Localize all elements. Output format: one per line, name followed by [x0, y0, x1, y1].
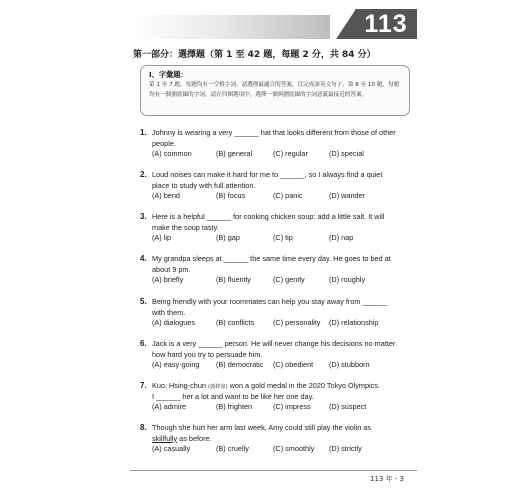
option-b: (B) cruelly: [216, 444, 249, 453]
option-c: (C) impress: [273, 402, 311, 411]
option-a: (A) lip: [152, 233, 172, 242]
option-c: (C) regular: [273, 149, 308, 158]
option-b: (B) fluently: [216, 275, 251, 284]
option-a: (A) admire: [152, 402, 187, 411]
vocab-instructions: 第 1 至 7 題，每題均有一空格字詞。請選擇最適合的答案，以完成該英文句子。第 8 至 10 題，每題均有一個劃底線的字詞。請在四個選項中，選擇一個與劃底線的字詞意義最接近的答案。: [149, 82, 400, 98]
option-d: (D) suspect: [329, 402, 367, 411]
banner-gradient-bar: [130, 15, 330, 39]
underlined-word: skillfully: [152, 433, 178, 443]
question-text-line2: how hard you try to persuade him.: [152, 349, 263, 359]
part-title: 第一部分：選擇題（第 1 至 42 題，每題 2 分，共 84 分）: [133, 50, 376, 60]
question-text-line1: Loud noises can make it hard for me to ______, so I always find a quiet: [152, 170, 383, 179]
option-b: (B) gap: [216, 233, 240, 242]
question-text-line1: Here is a helpful ______ for cooking chicken soup: add a little salt. It will: [152, 212, 385, 221]
question-text-pre: Kuo, Hsing-chun: [152, 381, 208, 390]
option-c: (C) panic: [273, 191, 303, 200]
question-text-line2: about 9 pm.: [152, 264, 191, 274]
option-b: (B) general: [216, 149, 253, 158]
question-text-line1: Johnny is wearing a very ______ hat that looks different from those of other: [152, 128, 396, 137]
option-d: (D) nap: [329, 233, 354, 242]
option-b: (B) democratic: [216, 360, 264, 369]
question-text-line1: Being friendly with your roommates can help you stay away from ______: [152, 297, 387, 306]
option-d: (D) stubborn: [329, 360, 370, 369]
question-text-rest: as before.: [177, 433, 212, 443]
option-a: (A) casually: [152, 444, 191, 453]
question-number: 3.: [140, 212, 147, 221]
question-text-line1: My grandpa sleeps at ______ the same time every day. He goes to bed at: [152, 254, 391, 263]
question-text-line2: I ______ her a lot and want to be like her one day.: [152, 391, 314, 401]
question-number: 1.: [140, 128, 147, 137]
option-d: (D) wander: [329, 191, 366, 200]
question-number: 2.: [140, 170, 147, 179]
option-a: (A) bend: [152, 191, 180, 200]
option-a: (A) dialogues: [152, 318, 195, 327]
option-a: (A) common: [152, 149, 192, 158]
vocab-instruction-box: [140, 65, 410, 116]
footer-divider: [130, 470, 417, 471]
question-text-line2: place to study with full attention.: [152, 180, 256, 190]
chinese-name-annotation: (郭婞淳): [207, 384, 228, 390]
question-text-line2: [152, 434, 212, 444]
vocab-section-title: I、字彙題：: [149, 70, 188, 79]
option-c: (C) tip: [273, 233, 293, 242]
question-number: 7.: [140, 381, 147, 390]
question-number: 4.: [140, 254, 147, 263]
option-a: (A) easy-going: [152, 360, 200, 369]
year-badge: 113: [355, 9, 417, 39]
option-c: (C) gently: [273, 275, 305, 284]
option-d: (D) strictly: [329, 444, 362, 453]
question-text-line2: people.: [152, 138, 176, 148]
banner-notch: [336, 9, 356, 39]
question-text-post: won a gold medal in the 2020 Tokyo Olympics.: [227, 381, 380, 390]
question-number: 8.: [140, 423, 147, 432]
option-d: (D) roughly: [329, 275, 366, 284]
question-text-line2: with them.: [152, 307, 186, 317]
year-banner: [130, 9, 417, 39]
question-text-line2: make the soup tasty.: [152, 222, 219, 232]
question-text-line1: Jack is a very ______ person. He will never change his decisions no matter: [152, 339, 396, 348]
question-number: 5.: [140, 297, 147, 306]
option-d: (D) relationship: [329, 318, 379, 327]
question-number: 6.: [140, 339, 147, 348]
option-b: (B) frighten: [216, 402, 253, 411]
option-b: (B) focus: [216, 191, 246, 200]
option-b: (B) conflicts: [216, 318, 255, 327]
option-d: (D) special: [329, 149, 364, 158]
page-number: 113 年 - 3: [370, 475, 405, 483]
option-c: (C) smoothly: [273, 444, 315, 453]
option-c: (C) obedient: [273, 360, 314, 369]
option-c: (C) personality: [273, 318, 321, 327]
question-text-line1: Though she hurt her arm last week, Amy could still play the violin as: [152, 423, 372, 432]
option-a: (A) briefly: [152, 275, 184, 284]
